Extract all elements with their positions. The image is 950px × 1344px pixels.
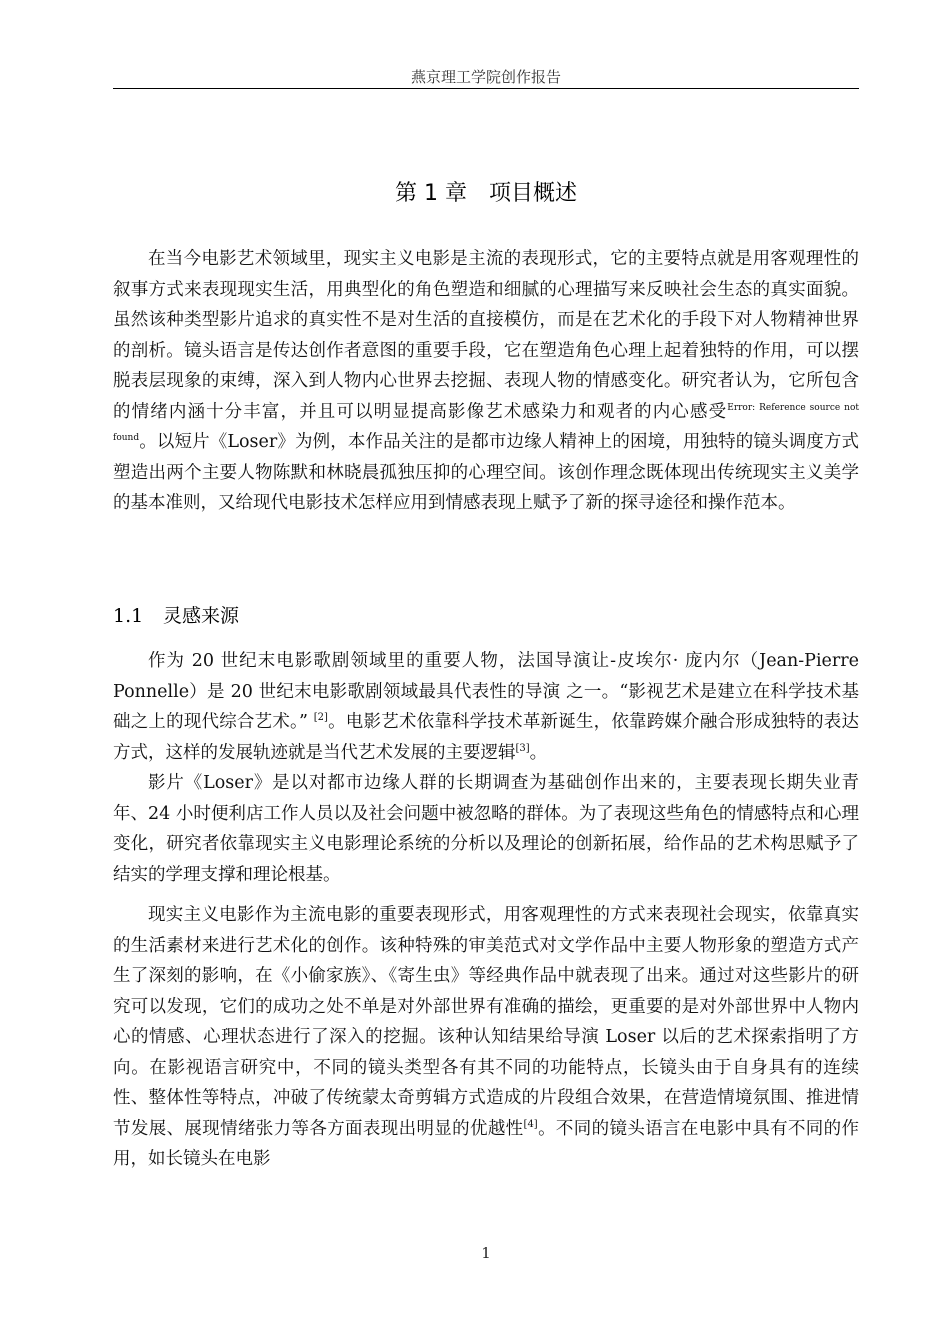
section-number: 1.1 <box>113 605 144 627</box>
paragraph-text: 。以短片《Loser》为例，本作品关注的是都市边缘人精神上的困境，用独特的镜头调度方式塑造出两个主要人物陈默和林晓晨孤独压抑的心理空间。该创作理念既体现出传统现实主义美学的基本准则，又给现代电影技术怎样应用到情感表现上赋予了新的探寻途径和操作范本。 <box>113 432 859 513</box>
paragraph-text: 。不同的镜头语言在电影中具有不同的作 用，如长镜头在电影 <box>113 1118 860 1169</box>
paragraph-text: 现实主义电影作为主流电影的重要表现形式，用客观理性的方式来表现社会现实，依靠真实的生活素材来进行艺术化的创作。该种特殊的审美范式对文学作品中主要人物形象的塑造方式产生了深刻的影响，在《小偷家族》、《寄生虫》等经典作品中就表现了出来。通过对这些影片的研究可以发现，它们的成功之处不单是对外部世界有准确的描绘，更重要的是对外部世界中人物内心的情感、心理状态进行了深入的挖掘。该种认知结果给导演 Loser 以后的艺术探索指明了方向。在影视语言研究中，不同的镜头类型各有其不同的功能特点，长镜头由于自身具有的连续性、整体性等特点，冲破了传统蒙太奇剪辑方式造成的片段组合效果，在营造情境氛围、推进情节发展、展现情绪张力等各方面表现出明显的优越性 <box>113 905 859 1139</box>
chapter-title: 第 1 章 项目概述 <box>395 181 577 206</box>
reference-error-note: Error: Reference source not found <box>113 402 859 444</box>
page-number: 1 <box>481 1244 491 1262</box>
paragraph-text: 在当今电影艺术领域里，现实主义电影是主流的表现形式，它的主要特点就是用客观理性的叙事方式来表现现实生活，用典型化的角色塑造和细腻的心理描写来反映社会生态的真实面貌。虽然该种类型影片追求的真实性不是对生活的直接模仿，而是在艺术化的手段下对人物精神世界的剖析。镜头语言是传达创作者意图的重要手段，它在塑造角色心理上起着独特的作用，可以摆脱表层现象的束缚，深入到人物内心世界去挖掘、表现人物的情感变化。研究者认为，它所包含的情绪内涵十分丰富，并且可以明显提高影像艺术感染力和观者的内心感受 <box>113 249 859 422</box>
paragraph-overview <box>113 244 859 519</box>
citation-marker: [2] <box>313 712 328 724</box>
paragraph-text: 。 <box>529 742 548 763</box>
paragraph-inspiration <box>113 646 859 768</box>
paragraph-text: 作为 20 世纪末电影歌剧领域里的重要人物，法国导演让-皮埃尔· 庞内尔（Jean-Pierre Ponnelle）是 20 世纪末电影歌剧领域最具代表性的导演 之一。“影视艺术是建立在科学技术基础之上的现代综合艺术。” <box>113 651 859 732</box>
citation-marker: [3] <box>515 742 530 754</box>
paragraph-text: 。电影艺术依靠科学技术革新诞生，依靠跨媒介融合形成独特的表达方式，这样的发展轨迹就是当代艺术发展的主要逻辑 <box>113 712 860 763</box>
section-heading <box>113 601 859 631</box>
citation-marker: [4] <box>523 1118 538 1130</box>
paragraph-film-basis: 影片《Loser》是以对都市边缘人群的长期调查为基础创作出来的，主要表现长期失业青年、24 小时便利店工作人员以及社会问题中被忽略的群体。为了表现这些角色的情感特点和心理变化，研究者依靠现实主义电影理论系统的分析以及理论的创新拓展，给作品的艺术构思赋予了结实的学理支撑和理论根基。 <box>113 773 859 885</box>
section-title: 灵感来源 <box>163 605 240 627</box>
page-header: 燕京理工学院创作报告 <box>113 68 859 89</box>
paragraph-realism <box>113 900 859 1175</box>
